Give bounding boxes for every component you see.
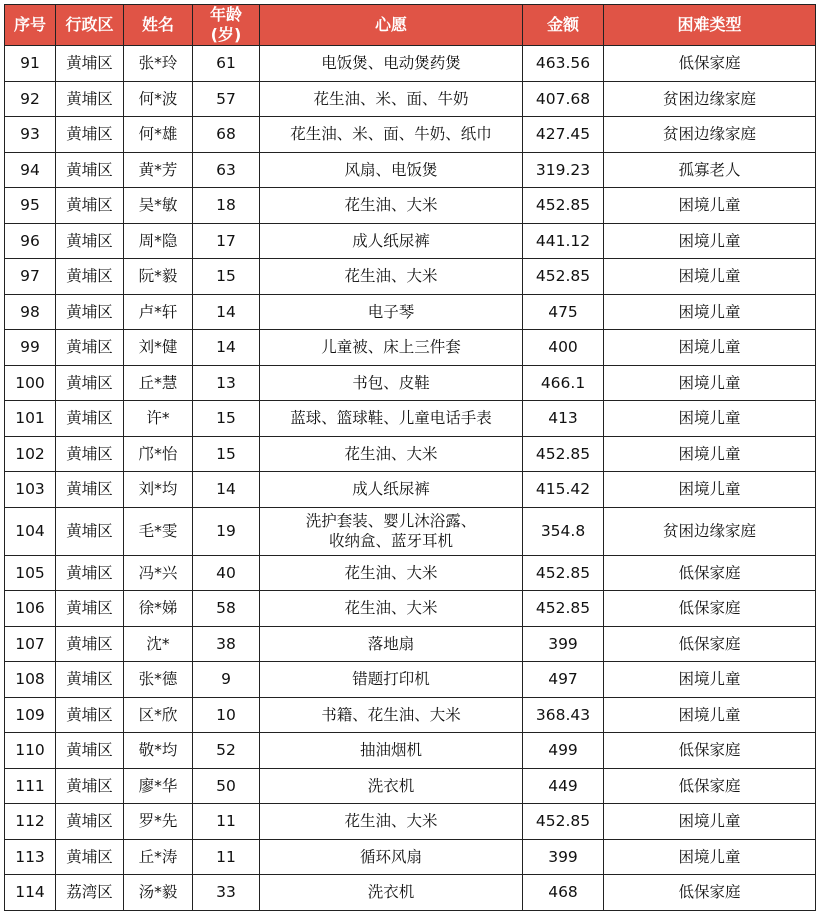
cell-amount: 452.85	[523, 804, 604, 840]
table-row	[5, 507, 816, 555]
wish-table	[4, 4, 816, 911]
cell-name: 丘*慧	[124, 365, 193, 401]
cell-no: 113	[5, 839, 56, 875]
cell-wish	[260, 436, 523, 472]
cell-no: 107	[5, 626, 56, 662]
cell-name: 徐*娣	[124, 591, 193, 627]
cell-wish	[260, 365, 523, 401]
wish-line: 抽油烟机	[359, 741, 422, 760]
cell-wish	[260, 697, 523, 733]
cell-wish	[260, 294, 523, 330]
table-row	[5, 81, 816, 117]
table-row	[5, 294, 816, 330]
cell-age: 14	[193, 294, 260, 330]
cell-type: 困境儿童	[604, 401, 816, 437]
header-age: 年龄(岁)	[193, 5, 260, 46]
cell-amount: 427.45	[523, 117, 604, 153]
cell-no: 108	[5, 662, 56, 698]
cell-district: 黄埔区	[56, 294, 124, 330]
cell-no: 95	[5, 188, 56, 224]
cell-age: 14	[193, 472, 260, 508]
cell-name: 汤*毅	[124, 875, 193, 911]
header-row	[5, 5, 816, 46]
cell-age: 68	[193, 117, 260, 153]
table-row	[5, 768, 816, 804]
wish-line: 花生油、大米	[344, 563, 438, 582]
cell-amount: 452.85	[523, 259, 604, 295]
cell-no: 91	[5, 46, 56, 82]
table-row	[5, 626, 816, 662]
cell-type: 困境儿童	[604, 436, 816, 472]
cell-district: 黄埔区	[56, 697, 124, 733]
cell-district: 黄埔区	[56, 626, 124, 662]
wish-line: 书籍、花生油、大米	[321, 705, 461, 724]
cell-age: 13	[193, 365, 260, 401]
cell-district: 黄埔区	[56, 365, 124, 401]
wish-line: 花生油、大米	[344, 196, 438, 215]
table-row	[5, 662, 816, 698]
cell-age: 63	[193, 152, 260, 188]
table-row	[5, 117, 816, 153]
cell-no: 106	[5, 591, 56, 627]
table-row	[5, 188, 816, 224]
cell-amount: 499	[523, 733, 604, 769]
cell-wish	[260, 117, 523, 153]
cell-district: 黄埔区	[56, 472, 124, 508]
header-no: 序号	[5, 5, 56, 46]
cell-name: 许*	[124, 401, 193, 437]
cell-amount: 368.43	[523, 697, 604, 733]
wish-line: 收纳盒、蓝牙耳机	[328, 532, 453, 550]
cell-no: 97	[5, 259, 56, 295]
cell-type: 困境儿童	[604, 472, 816, 508]
cell-age: 15	[193, 401, 260, 437]
wish-line: 儿童被、床上三件套	[321, 338, 461, 357]
cell-wish	[260, 188, 523, 224]
cell-wish	[260, 733, 523, 769]
table-row	[5, 804, 816, 840]
wish-line: 花生油、米、面、牛奶、纸巾	[290, 125, 492, 144]
wish-line: 花生油、大米	[344, 267, 438, 286]
cell-amount: 399	[523, 839, 604, 875]
cell-age: 10	[193, 697, 260, 733]
cell-district: 黄埔区	[56, 839, 124, 875]
header-amount: 金额	[523, 5, 604, 46]
cell-type: 低保家庭	[604, 768, 816, 804]
table-row	[5, 555, 816, 591]
cell-amount: 452.85	[523, 436, 604, 472]
wish-line: 错题打印机	[352, 670, 430, 689]
cell-no: 111	[5, 768, 56, 804]
cell-wish	[260, 401, 523, 437]
header-wish: 心愿	[260, 5, 523, 46]
wish-line: 书包、皮鞋	[352, 373, 430, 392]
cell-wish	[260, 839, 523, 875]
cell-no: 109	[5, 697, 56, 733]
cell-age: 40	[193, 555, 260, 591]
cell-name: 区*欣	[124, 697, 193, 733]
cell-name: 刘*健	[124, 330, 193, 366]
table-row	[5, 401, 816, 437]
cell-name: 何*波	[124, 81, 193, 117]
cell-wish	[260, 507, 523, 555]
wish-line: 洗衣机	[367, 883, 415, 902]
cell-amount: 468	[523, 875, 604, 911]
table-row	[5, 152, 816, 188]
cell-no: 105	[5, 555, 56, 591]
cell-type: 低保家庭	[604, 555, 816, 591]
cell-district: 黄埔区	[56, 733, 124, 769]
table-row	[5, 46, 816, 82]
cell-wish	[260, 804, 523, 840]
cell-type: 困境儿童	[604, 662, 816, 698]
wish-line: 成人纸尿裤	[352, 480, 430, 499]
cell-wish	[260, 626, 523, 662]
cell-age: 11	[193, 804, 260, 840]
cell-wish	[260, 555, 523, 591]
cell-district: 黄埔区	[56, 81, 124, 117]
cell-type: 低保家庭	[604, 875, 816, 911]
wish-line: 蓝球、篮球鞋、儿童电话手表	[290, 409, 492, 428]
cell-name: 敬*均	[124, 733, 193, 769]
table-row	[5, 259, 816, 295]
cell-amount: 413	[523, 401, 604, 437]
header-name: 姓名	[124, 5, 193, 46]
cell-no: 104	[5, 507, 56, 555]
cell-name: 卢*轩	[124, 294, 193, 330]
wish-line: 洗衣机	[367, 776, 415, 795]
cell-no: 93	[5, 117, 56, 153]
cell-district: 黄埔区	[56, 401, 124, 437]
cell-type: 贫困边缘家庭	[604, 117, 816, 153]
cell-amount: 452.85	[523, 591, 604, 627]
cell-no: 99	[5, 330, 56, 366]
cell-amount: 354.8	[523, 507, 604, 555]
cell-name: 黄*芳	[124, 152, 193, 188]
cell-wish	[260, 330, 523, 366]
cell-name: 沈*	[124, 626, 193, 662]
cell-name: 张*德	[124, 662, 193, 698]
table-row	[5, 697, 816, 733]
cell-no: 103	[5, 472, 56, 508]
cell-wish	[260, 591, 523, 627]
cell-type: 困境儿童	[604, 804, 816, 840]
cell-name: 周*隐	[124, 223, 193, 259]
cell-district: 黄埔区	[56, 436, 124, 472]
cell-amount: 400	[523, 330, 604, 366]
cell-age: 38	[193, 626, 260, 662]
cell-no: 110	[5, 733, 56, 769]
cell-amount: 466.1	[523, 365, 604, 401]
cell-no: 102	[5, 436, 56, 472]
cell-age: 19	[193, 507, 260, 555]
cell-no: 114	[5, 875, 56, 911]
cell-age: 15	[193, 436, 260, 472]
cell-type: 困境儿童	[604, 697, 816, 733]
cell-district: 黄埔区	[56, 188, 124, 224]
cell-type: 困境儿童	[604, 223, 816, 259]
cell-name: 何*雄	[124, 117, 193, 153]
cell-age: 50	[193, 768, 260, 804]
cell-age: 9	[193, 662, 260, 698]
cell-type: 困境儿童	[604, 330, 816, 366]
cell-type: 困境儿童	[604, 259, 816, 295]
wish-line: 花生油、米、面、牛奶	[313, 89, 469, 108]
cell-age: 11	[193, 839, 260, 875]
cell-district: 黄埔区	[56, 555, 124, 591]
cell-type: 困境儿童	[604, 365, 816, 401]
cell-amount: 497	[523, 662, 604, 698]
cell-type: 困境儿童	[604, 839, 816, 875]
cell-type: 低保家庭	[604, 591, 816, 627]
cell-amount: 407.68	[523, 81, 604, 117]
header-district: 行政区	[56, 5, 124, 46]
cell-amount: 319.23	[523, 152, 604, 188]
cell-amount: 449	[523, 768, 604, 804]
wish-line: 落地扇	[367, 634, 415, 653]
cell-type: 贫困边缘家庭	[604, 507, 816, 555]
wish-line: 循环风扇	[359, 847, 422, 866]
table-row	[5, 472, 816, 508]
cell-district: 黄埔区	[56, 259, 124, 295]
wish-line: 电子琴	[367, 302, 415, 321]
cell-type: 贫困边缘家庭	[604, 81, 816, 117]
cell-amount: 452.85	[523, 188, 604, 224]
cell-wish	[260, 875, 523, 911]
cell-no: 92	[5, 81, 56, 117]
cell-age: 14	[193, 330, 260, 366]
cell-age: 15	[193, 259, 260, 295]
cell-wish	[260, 152, 523, 188]
wish-line: 成人纸尿裤	[352, 231, 430, 250]
cell-no: 96	[5, 223, 56, 259]
cell-district: 黄埔区	[56, 507, 124, 555]
wish-line: 洗护套装、婴儿沐浴露、	[305, 512, 477, 530]
cell-no: 101	[5, 401, 56, 437]
cell-wish	[260, 472, 523, 508]
wish-table-container	[4, 4, 816, 911]
cell-district: 荔湾区	[56, 875, 124, 911]
wish-line: 花生油、大米	[344, 812, 438, 831]
table-row	[5, 223, 816, 259]
cell-no: 94	[5, 152, 56, 188]
cell-district: 黄埔区	[56, 330, 124, 366]
cell-type: 低保家庭	[604, 626, 816, 662]
cell-name: 张*玲	[124, 46, 193, 82]
cell-wish	[260, 768, 523, 804]
cell-amount: 415.42	[523, 472, 604, 508]
table-row	[5, 365, 816, 401]
cell-name: 邝*怡	[124, 436, 193, 472]
cell-type: 孤寡老人	[604, 152, 816, 188]
cell-name: 冯*兴	[124, 555, 193, 591]
cell-age: 58	[193, 591, 260, 627]
cell-district: 黄埔区	[56, 223, 124, 259]
cell-district: 黄埔区	[56, 768, 124, 804]
cell-district: 黄埔区	[56, 117, 124, 153]
cell-type: 困境儿童	[604, 188, 816, 224]
cell-amount: 475	[523, 294, 604, 330]
cell-type: 困境儿童	[604, 294, 816, 330]
wish-line: 花生油、大米	[344, 599, 438, 618]
cell-age: 17	[193, 223, 260, 259]
cell-name: 毛*雯	[124, 507, 193, 555]
cell-wish	[260, 259, 523, 295]
wish-line: 电饭煲、电动煲药煲	[321, 54, 461, 73]
cell-amount: 452.85	[523, 555, 604, 591]
cell-district: 黄埔区	[56, 662, 124, 698]
cell-wish	[260, 223, 523, 259]
cell-name: 廖*华	[124, 768, 193, 804]
table-row	[5, 330, 816, 366]
cell-no: 98	[5, 294, 56, 330]
table-row	[5, 875, 816, 911]
cell-name: 罗*先	[124, 804, 193, 840]
cell-age: 33	[193, 875, 260, 911]
cell-wish	[260, 662, 523, 698]
cell-district: 黄埔区	[56, 804, 124, 840]
cell-amount: 441.12	[523, 223, 604, 259]
cell-age: 52	[193, 733, 260, 769]
table-row	[5, 733, 816, 769]
cell-age: 18	[193, 188, 260, 224]
cell-age: 61	[193, 46, 260, 82]
table-row	[5, 839, 816, 875]
cell-amount: 463.56	[523, 46, 604, 82]
header-type: 困难类型	[604, 5, 816, 46]
table-row	[5, 436, 816, 472]
cell-wish	[260, 46, 523, 82]
cell-name: 丘*涛	[124, 839, 193, 875]
cell-district: 黄埔区	[56, 152, 124, 188]
table-row	[5, 591, 816, 627]
cell-wish	[260, 81, 523, 117]
cell-name: 刘*均	[124, 472, 193, 508]
wish-line: 风扇、电饭煲	[344, 160, 438, 179]
cell-no: 100	[5, 365, 56, 401]
cell-type: 低保家庭	[604, 46, 816, 82]
cell-district: 黄埔区	[56, 46, 124, 82]
cell-age: 57	[193, 81, 260, 117]
cell-name: 吴*敏	[124, 188, 193, 224]
cell-no: 112	[5, 804, 56, 840]
cell-type: 低保家庭	[604, 733, 816, 769]
cell-district: 黄埔区	[56, 591, 124, 627]
cell-amount: 399	[523, 626, 604, 662]
cell-name: 阮*毅	[124, 259, 193, 295]
wish-line: 花生油、大米	[344, 444, 438, 463]
